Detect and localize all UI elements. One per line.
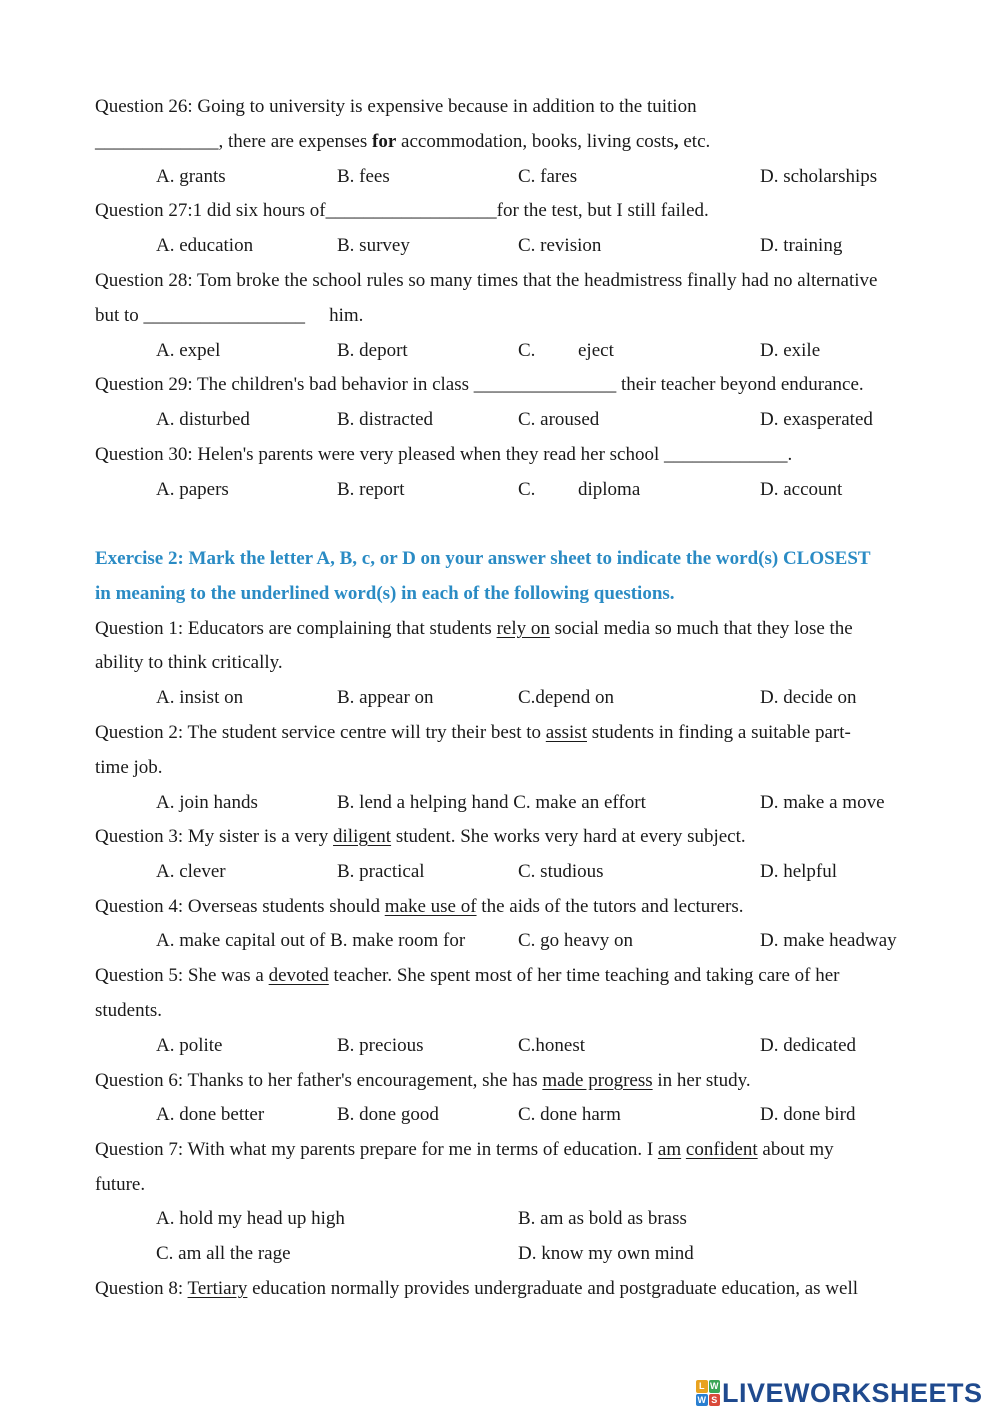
option-b[interactable]: B. fees	[337, 166, 390, 187]
option-a[interactable]: A. join hands	[156, 792, 258, 813]
option-d[interactable]: D. decide on	[760, 687, 857, 708]
option-d[interactable]: D. make headway	[760, 930, 897, 951]
underlined-word: am	[657, 1139, 682, 1160]
option-b-c[interactable]: B. lend a helping hand C. make an effort	[337, 792, 646, 813]
option-a[interactable]: A. done better	[156, 1104, 265, 1125]
option-c[interactable]: C. revision	[518, 235, 602, 256]
question-26-line-2: _____________, there are expenses for accommodation, books, living costs, etc.	[95, 131, 711, 152]
option-c-letter[interactable]: C.	[518, 340, 536, 361]
ex2-question-3-line-1: Question 3: My sister is a very diligent student. She works very hard at every subject.	[95, 826, 746, 847]
liveworksheets-logo	[696, 1376, 983, 1410]
option-b[interactable]: B. precious	[337, 1035, 424, 1056]
ex2-question-7-line-2: future.	[95, 1174, 146, 1195]
option-c[interactable]: C. aroused	[518, 409, 600, 430]
question-28-line-1: Question 28: Tom broke the school rules so many times that the headmistress finally had no alternative	[95, 270, 878, 291]
option-a[interactable]: A. papers	[156, 479, 229, 500]
option-d[interactable]: D. dedicated	[760, 1035, 857, 1056]
option-c[interactable]: C. am all the rage	[156, 1243, 291, 1264]
exercise-2-heading-line-2: in meaning to the underlined word(s) in each of the following questions.	[95, 583, 675, 604]
option-d[interactable]: D. training	[760, 235, 843, 256]
option-d[interactable]: D. helpful	[760, 861, 838, 882]
liveworksheets-icon: L W W S	[697, 1381, 719, 1405]
option-a[interactable]: A. expel	[156, 340, 221, 361]
option-b[interactable]: B. am as bold as brass	[518, 1208, 687, 1229]
question-26-line-1: Question 26: Going to university is expensive because in addition to the tuition	[95, 96, 697, 117]
underlined-word: make use of	[384, 896, 477, 917]
option-a-b[interactable]: A. make capital out of B. make room for	[156, 930, 466, 951]
ex2-question-6-line-1: Question 6: Thanks to her father's encouragement, she has made progress in her study.	[95, 1070, 751, 1091]
option-a[interactable]: A. education	[156, 235, 254, 256]
question-30-line-1: Question 30: Helen's parents were very pleased when they read her school _____________.	[95, 444, 793, 465]
underlined-word: made progress	[542, 1070, 653, 1091]
underlined-word: rely on	[496, 618, 550, 639]
option-a[interactable]: A. hold my head up high	[156, 1208, 345, 1229]
underlined-word: diligent	[333, 826, 392, 847]
ex2-question-8-line-1: Question 8: Tertiary education normally provides undergraduate and postgraduate education, as well	[95, 1278, 859, 1299]
option-a[interactable]: A. insist on	[156, 687, 244, 708]
ex2-question-7-line-1: Question 7: With what my parents prepare for me in terms of education. I am confident about my	[95, 1139, 834, 1160]
option-d[interactable]: D. exasperated	[760, 409, 873, 430]
question-27-line-1: Question 27:1 did six hours of__________________for the test, but I still failed.	[95, 200, 709, 221]
option-b[interactable]: B. report	[337, 479, 405, 500]
option-c[interactable]: C. go heavy on	[518, 930, 634, 951]
option-b[interactable]: B. survey	[337, 235, 410, 256]
underlined-word: confident	[685, 1139, 758, 1160]
option-a[interactable]: A. clever	[156, 861, 226, 882]
ex2-question-4-line-1: Question 4: Overseas students should make use of the aids of the tutors and lecturers.	[95, 896, 744, 917]
underlined-word: Tertiary	[187, 1278, 248, 1299]
option-c-letter[interactable]: C.	[518, 479, 536, 500]
option-c-text[interactable]: eject	[578, 340, 614, 361]
ex2-question-2-line-1: Question 2: The student service centre will try their best to assist students in finding a suitable part-	[95, 722, 851, 743]
option-a[interactable]: A. disturbed	[156, 409, 250, 430]
option-d[interactable]: D. account	[760, 479, 843, 500]
option-c[interactable]: C.honest	[518, 1035, 586, 1056]
option-d[interactable]: D. exile	[760, 340, 821, 361]
option-c[interactable]: C. studious	[518, 861, 604, 882]
underlined-word: devoted	[268, 965, 329, 986]
option-c[interactable]: C. done harm	[518, 1104, 621, 1125]
ex2-question-1-line-1: Question 1: Educators are complaining that students rely on social media so much that they lose the	[95, 618, 853, 639]
ex2-question-1-line-2: ability to think critically.	[95, 652, 283, 673]
option-c[interactable]: C.depend on	[518, 687, 615, 708]
option-b[interactable]: B. done good	[337, 1104, 439, 1125]
option-b[interactable]: B. deport	[337, 340, 408, 361]
option-d[interactable]: D. know my own mind	[518, 1243, 694, 1264]
option-c-text[interactable]: diploma	[578, 479, 641, 500]
option-b[interactable]: B. distracted	[337, 409, 434, 430]
option-a[interactable]: A. polite	[156, 1035, 223, 1056]
option-d[interactable]: D. done bird	[760, 1104, 856, 1125]
question-28-line-2: but to _________________ him.	[95, 305, 364, 326]
option-b[interactable]: B. practical	[337, 861, 425, 882]
question-29-line-1: Question 29: The children's bad behavior in class _______________ their teacher beyond endurance.	[95, 374, 864, 395]
ex2-question-5-line-2: students.	[95, 1000, 163, 1021]
ex2-question-2-line-2: time job.	[95, 757, 163, 778]
option-c[interactable]: C. fares	[518, 166, 578, 187]
option-d[interactable]: D. make a move	[760, 792, 885, 813]
exercise-2-heading-line-1: Exercise 2: Mark the letter A, B, c, or D on your answer sheet to indicate the word(s) CLOSEST	[95, 548, 871, 569]
option-b[interactable]: B. appear on	[337, 687, 434, 708]
option-d[interactable]: D. scholarships	[760, 166, 878, 187]
underlined-word: assist	[545, 722, 587, 743]
logo-text: LIVEWORKSHEETS	[722, 1377, 983, 1408]
option-a[interactable]: A. grants	[156, 166, 226, 187]
ex2-question-5-line-1: Question 5: She was a devoted teacher. She spent most of her time teaching and taking care of her	[95, 965, 840, 986]
